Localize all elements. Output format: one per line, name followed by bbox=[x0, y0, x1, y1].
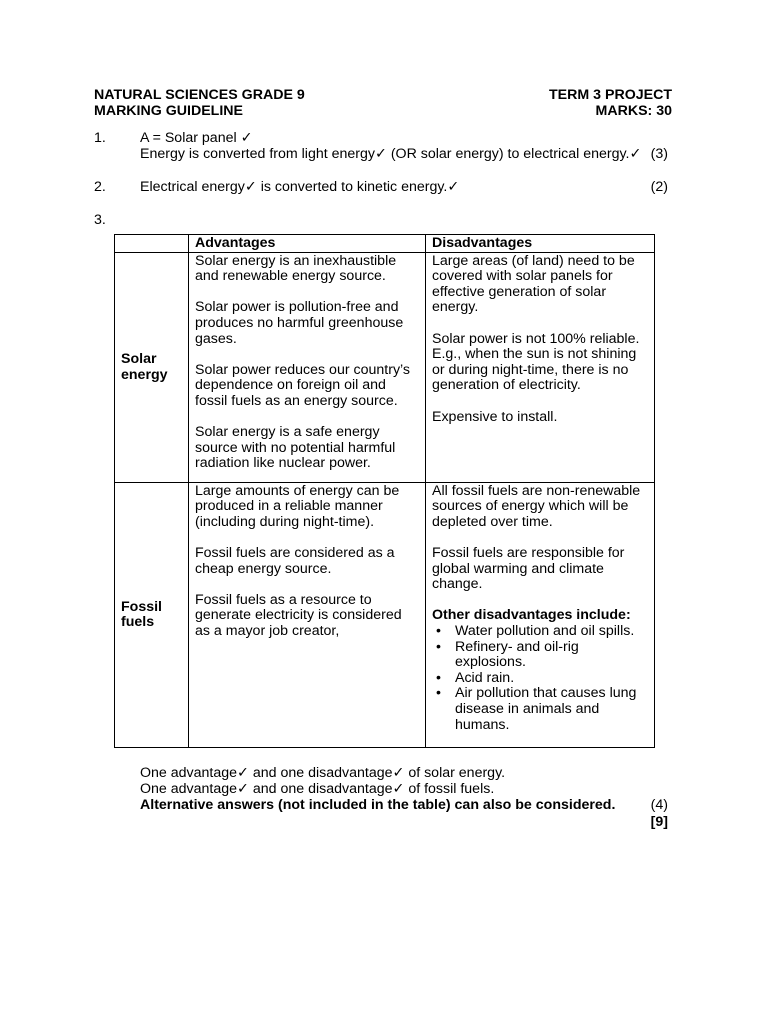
solar-advantage: Solar energy is a safe energy source with no potential harmful radiation like nuclear power. bbox=[195, 424, 396, 472]
document-title: NATURAL SCIENCES GRADE 9 bbox=[94, 87, 305, 103]
table-row-solar bbox=[115, 252, 655, 482]
q1-line2: Energy is converted from light energy✓ (OR solar energy) to electrical energy.✓ bbox=[140, 146, 642, 162]
fossil-disadvantage: All fossil fuels are non-renewable sources of energy which will be depleted over time. bbox=[432, 482, 641, 530]
q3-footer-line3: Alternative answers (not included in the table) can also be considered. bbox=[140, 797, 616, 813]
q3-number: 3. bbox=[94, 212, 106, 228]
solar-advantage: Solar power is pollution-free and produces no harmful greenhouse gases. bbox=[195, 299, 404, 347]
q2-mark: (2) bbox=[650, 179, 668, 195]
solar-disadvantages-cell bbox=[426, 252, 655, 482]
list-item: • Air pollution that causes lung disease in animals and humans. bbox=[455, 686, 648, 733]
q2-line1: Electrical energy✓ is converted to kinetic energy.✓ bbox=[140, 179, 460, 195]
fossil-disadvantage: Fossil fuels are responsible for global warming and climate change. bbox=[432, 544, 625, 593]
q1-line1: A = Solar panel ✓ bbox=[140, 130, 253, 146]
q1-number: 1. bbox=[94, 130, 106, 146]
solar-disadvantage: Solar power is not 100% reliable. E.g., when the sun is not shining or during night-time, there is no generation of electricity. bbox=[432, 330, 640, 394]
fossil-advantage: Large amounts of energy can be produced in a reliable manner (including during night-time). bbox=[195, 482, 400, 530]
solar-advantage: Solar energy is an inexhaustible and renewable energy source. bbox=[195, 252, 397, 285]
other-disadvantages-list bbox=[432, 624, 648, 733]
other-disadvantages-heading: Other disadvantages include: bbox=[432, 607, 631, 624]
solar-advantages-cell bbox=[189, 252, 426, 482]
q2-number: 2. bbox=[94, 179, 106, 195]
fossil-disadvantages-cell bbox=[426, 482, 655, 747]
document-subtitle: MARKING GUIDELINE bbox=[94, 103, 243, 119]
fossil-advantages-cell bbox=[189, 482, 426, 747]
solar-advantage: Solar power reduces our country’s dependence on foreign oil and fossil fuels as an energy source. bbox=[195, 361, 411, 409]
list-item: • Acid rain. bbox=[455, 671, 648, 687]
fossil-advantage: Fossil fuels are considered as a cheap energy source. bbox=[195, 544, 395, 577]
solar-disadvantage: Large areas (of land) need to be covered with solar panels for effective generation of solar energy. bbox=[432, 252, 635, 316]
q3-mark: (4) bbox=[650, 797, 668, 813]
table-header-row bbox=[115, 235, 655, 253]
fossil-row-label: Fossil fuels bbox=[115, 482, 189, 747]
energy-comparison-table bbox=[114, 234, 655, 748]
q3-footer-line1: One advantage✓ and one disadvantage✓ of solar energy. bbox=[140, 765, 506, 781]
q1-mark: (3) bbox=[650, 146, 668, 162]
list-item: • Water pollution and oil spills. bbox=[455, 624, 648, 640]
list-item: • Refinery- and oil-rig explosions. bbox=[455, 640, 648, 671]
fossil-advantage: Fossil fuels as a resource to generate electricity is considered as a mayor job creator, bbox=[195, 591, 402, 639]
table-row-fossil bbox=[115, 482, 655, 747]
q3-footer-line2: One advantage✓ and one disadvantage✓ of fossil fuels. bbox=[140, 781, 495, 797]
solar-disadvantage: Expensive to install. bbox=[432, 408, 558, 425]
q3-total: [9] bbox=[650, 814, 668, 830]
table-header-empty bbox=[115, 235, 189, 253]
table-header-advantages: Advantages bbox=[189, 235, 426, 253]
table-header-disadvantages: Disadvantages bbox=[426, 235, 655, 253]
solar-row-label: Solar energy bbox=[115, 252, 189, 482]
term-label: TERM 3 PROJECT bbox=[549, 87, 672, 103]
marks-label: MARKS: 30 bbox=[595, 103, 672, 119]
